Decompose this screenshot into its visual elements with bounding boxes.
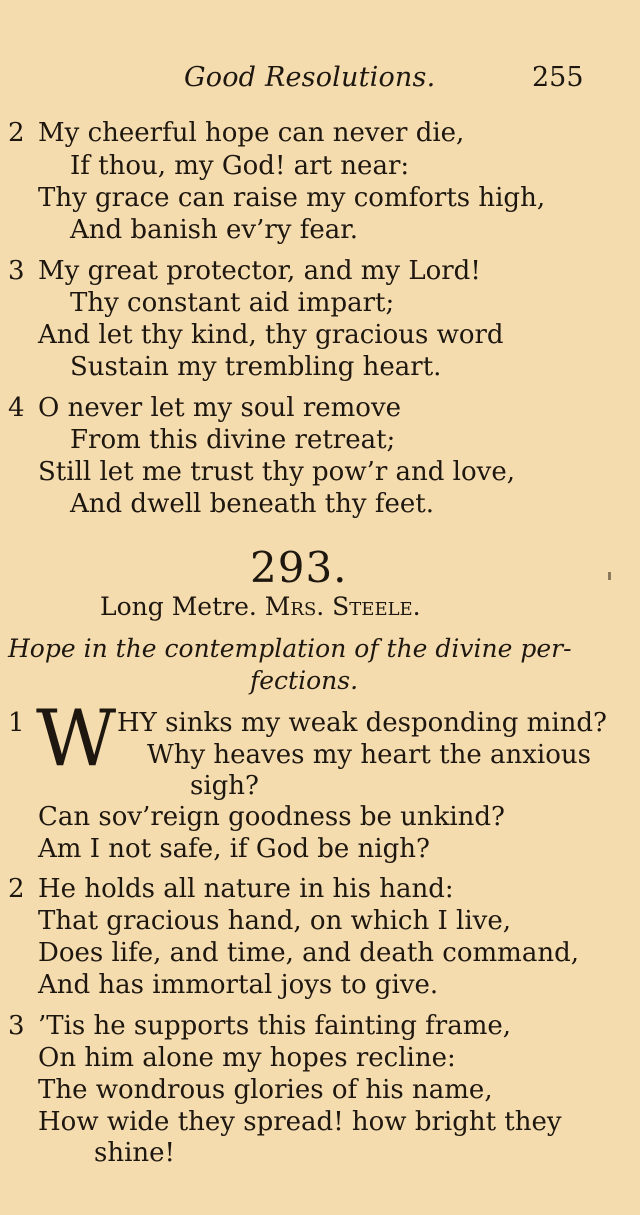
- verse-line: If thou, my God! art near:: [70, 151, 410, 181]
- stanza-number: 1: [8, 708, 25, 738]
- verse-line: And banish ev’ry fear.: [70, 215, 359, 245]
- verse-line: And let thy kind, thy gracious word: [38, 320, 504, 350]
- stanza-number: 2: [8, 874, 25, 904]
- page-number: 255: [532, 62, 584, 93]
- hymn-subject-cont: fections.: [250, 666, 359, 695]
- verse-line: Still let me trust thy pow’r and love,: [38, 457, 515, 487]
- verse-line: Thy constant aid impart;: [70, 288, 395, 318]
- verse-line: shine!: [94, 1138, 175, 1168]
- drop-cap: W: [36, 694, 117, 784]
- verse-line: Am I not safe, if God be nigh?: [38, 834, 430, 864]
- verse-line: My great protector, and my Lord!: [38, 256, 481, 286]
- verse-line: Does life, and time, and death command,: [38, 938, 579, 968]
- paper-speck: [608, 572, 611, 580]
- stanza-number: 2: [8, 118, 25, 148]
- verse-line: From this divine retreat;: [70, 425, 396, 455]
- verse-line: O never let my soul remove: [38, 393, 402, 423]
- hymn-meter-author: [100, 592, 421, 621]
- verse-line: HY sinks my weak desponding mind?: [117, 708, 607, 738]
- verse-line: sigh?: [190, 771, 259, 801]
- running-head-title: Good Resolutions.: [184, 62, 436, 93]
- verse-line: Can sov’reign goodness be unkind?: [38, 802, 505, 832]
- stanza-number: 4: [8, 393, 25, 423]
- hymn-number: 293.: [250, 543, 348, 592]
- verse-line: Sustain my trembling heart.: [70, 352, 442, 382]
- hymn-subject: Hope in the contemplation of the divine per-: [8, 634, 572, 663]
- verse-line: On him alone my hopes recline:: [38, 1043, 456, 1073]
- verse-line: Thy grace can raise my comforts high,: [38, 183, 546, 213]
- verse-line: My cheerful hope can never die,: [38, 118, 465, 148]
- verse-line: And has immortal joys to give.: [38, 970, 439, 1000]
- stanza-number: 3: [8, 1011, 25, 1041]
- verse-line: ’Tis he supports this fainting frame,: [38, 1011, 512, 1041]
- verse-line: That gracious hand, on which I live,: [38, 906, 511, 936]
- verse-line: He holds all nature in his hand:: [38, 874, 454, 904]
- stanza-number: 3: [8, 256, 25, 286]
- verse-line: Why heaves my heart the anxious: [147, 740, 591, 770]
- hymn-author: Mrs. Steele.: [264, 592, 421, 621]
- hymn-meter: Long Metre.: [100, 592, 257, 621]
- verse-line: And dwell beneath thy feet.: [70, 489, 434, 519]
- verse-line: The wondrous glories of his name,: [38, 1075, 493, 1105]
- verse-line: How wide they spread! how bright they: [38, 1107, 562, 1137]
